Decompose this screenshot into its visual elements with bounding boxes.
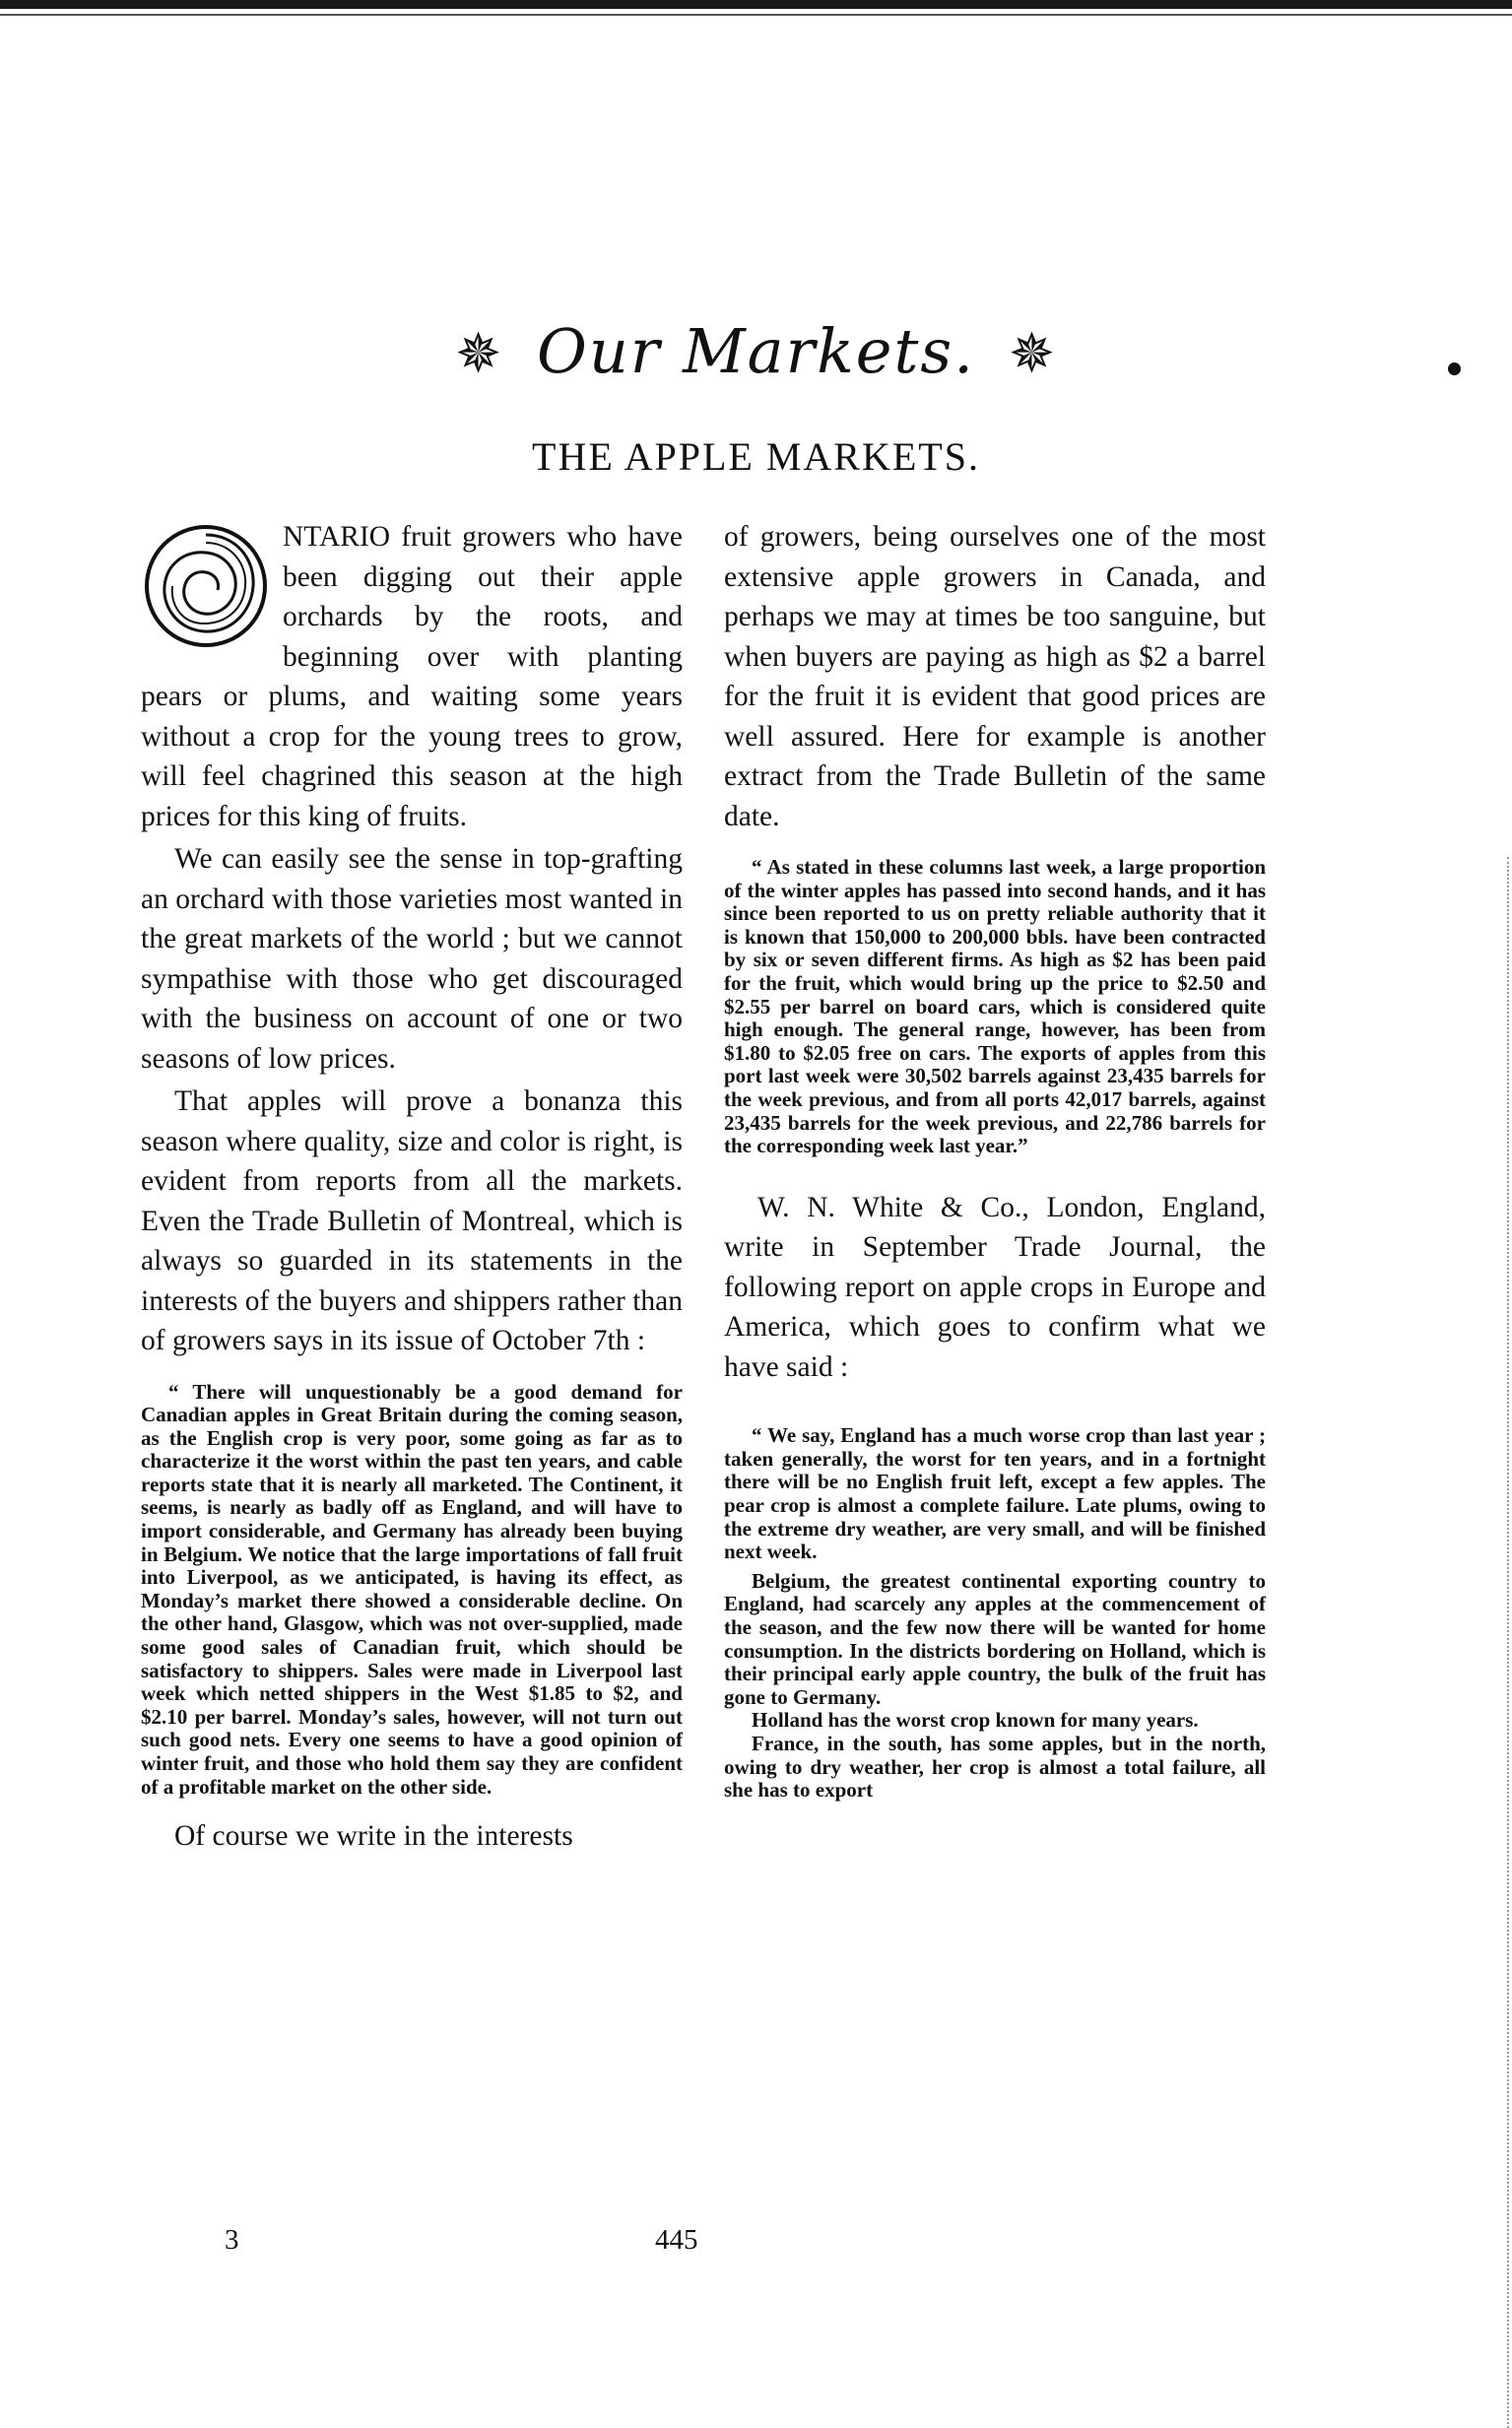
paragraph-bonanza: That apples will prove a bonanza this season where quality, size and color is right, is evident from reports from all the markets. Even the Trade Bulletin of Montreal, which is always so guarded in its statements in the interests of the buyers and shippers rather than of growers says in its issue of October 7th : — [141, 1085, 683, 1356]
quote-trade-bulletin-same-date: “ As stated in these columns last week, a large proportion of the winter apples has passed into second hands, and it has since been reported to us on pretty reliable authority that it is known that 150,000 to 200,000 bbls. have been contracted by six or seven different firms. As high as $2 has been paid for the fruit, which would bring up the price to $2.50 and $2.55 per barrel on board cars, which is considered quite high enough. The general range, however, has been from $1.80 to $2.05 free on cars. The exports of apples from this port last week were 30,502 barrels against 23,435 barrels for the week previous, and from all ports 42,017 barrels, against 23,435 barrels for the week previous, and 22,786 barrels for the corresponding week last year.” — [724, 855, 1266, 1158]
paragraph-intro — [141, 517, 683, 836]
page-edge-shadow — [1505, 857, 1509, 2428]
article-title: THE APPLE MARKETS. — [532, 434, 980, 479]
section-heading — [0, 315, 1512, 387]
right-column — [724, 517, 1266, 1803]
top-border-thin-rule — [0, 14, 1512, 16]
page-number: 445 — [655, 2224, 698, 2256]
quote-trade-bulletin-oct7: “ There will unquestionably be a good demand for Canadian apples in Great Britain during the coming season, as the English crop is very poor, some going as far as to characterize it the worst within the past ten years, and cable reports state that it is nearly all marketed. The Continent, it seems, is nearly as badly off as England, and will have to import considerable, and Germany has already been buying in Belgium. We notice that the large importations of fall fruit into Liverpool, as we anticipated, is having its effect, as Monday’s market there showed a considerable decline. On the other hand, Glasgow, which was not over-supplied, made some good sales of Canadian fruit, which should be satisfactory to shippers. Sales were made in Liverpool last week which netted shippers in the West $1.85 to $2, and $2.10 per barrel. Monday’s sales, however, will not turn out such good nets. Every one seems to have a good opinion of winter fruit, and those who hold them say they are confident of a profitable market on the other side. — [141, 1379, 683, 1799]
paragraph-top-grafting: We can easily see the sense in top-grafting an orchard with those varieties most wanted in the great markets of the world ; but we cannot sympathise with those who get discouraged with the business on account of one or two seasons of low prices. — [141, 843, 683, 1075]
top-border-rule — [0, 0, 1512, 9]
ornament-left-icon: ✵ — [455, 322, 504, 386]
paragraph-interests: Of course we write in the interests — [174, 1820, 573, 1853]
quote-belgium-crop: Belgium, the greatest continental exporting country to England, had scarcely any apples at the commencement of the season, and the few now there will be wanted for home consumption. In the districts bordering on Holland, which is their principal early apple country, the bulk of the fruit has gone to Germany. — [724, 1568, 1266, 1709]
left-column — [141, 517, 683, 1857]
signature-mark: 3 — [225, 2224, 239, 2256]
paragraph-white-and-co: W. N. White & Co., London, England, write in September Trade Journal, the following report on apple crops in Europe and America, which goes to confirm what we have said : — [724, 1191, 1266, 1383]
quote-england-crop: “ We say, England has a much worse crop than last year ; taken generally, the worst for ten years, and in a fortnight there will be no English fruit left, except a few apples. The pear crop is almost a complete failure. Late plums, owing to the extreme dry weather, are very small, and will be finished next week. — [724, 1423, 1266, 1564]
paragraph-growers: of growers, being ourselves one of the most extensive apple growers in Canada, and perhaps we may at times be too sanguine, but when buyers are paying as high as $2 a barrel for the fruit it is evident that good prices are well assured. Here for example is another extract from the Trade Bulletin of the same date. — [724, 521, 1266, 832]
quote-france-crop: France, in the south, has some apples, but in the north, owing to dry weather, her crop is almost a total failure, all she has to export — [724, 1731, 1266, 1803]
ornament-right-icon: ✵ — [1008, 322, 1057, 386]
quote-holland-crop: Holland has the worst crop known for many years. — [752, 1708, 1199, 1733]
drop-cap-o-icon — [141, 521, 271, 651]
paragraph-intro-text: NTARIO fruit growers who have been digging out their apple orchards by the roots, and beginning over with planting pears or plums, and waiting some years without a crop for the young trees to grow, will feel chagrined this season at the high prices for this king of fruits. — [141, 521, 683, 832]
section-title: Our Markets. — [537, 315, 975, 387]
